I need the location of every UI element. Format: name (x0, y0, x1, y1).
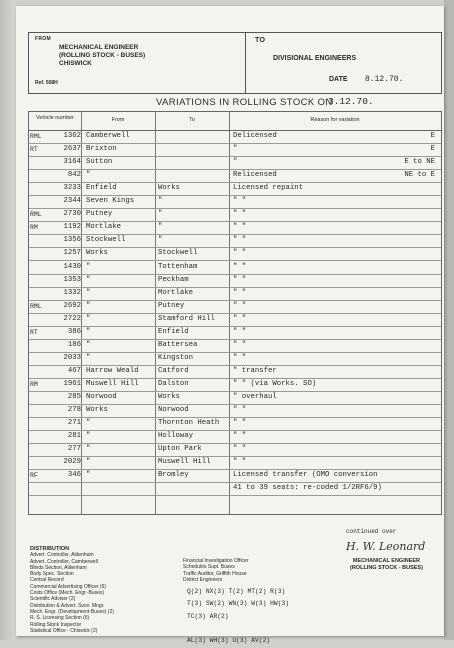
from-cell: " (86, 288, 91, 297)
to-cell: Works (158, 393, 180, 401)
variations-table (28, 111, 442, 515)
reason-cell: Licensed repaint (233, 184, 304, 193)
header-to: To (189, 117, 195, 123)
distribution-item: District Engineers (183, 576, 223, 583)
reason-cell: 41 to 39 seats: re-coded 1/2RF6/9) (233, 484, 382, 493)
distribution-item: Financial Investigation Officer (183, 558, 249, 564)
vehicle-number: 3233 (63, 184, 81, 193)
reason-cell: " " (233, 314, 247, 323)
from-cell: " (86, 262, 91, 271)
reason-cell: " " (233, 353, 247, 362)
vehicle-number: 386 (67, 327, 81, 336)
document-page (16, 6, 444, 645)
signature-line: MECHANICAL ENGINEER (352, 558, 421, 564)
reason-cell: " " (233, 249, 247, 258)
distribution-item: Blinds Section, Aldenham (30, 564, 87, 571)
to-cell: " (158, 197, 163, 206)
code-line: T(3) SW(2) WN(3) W(3) HW(3) (187, 600, 290, 608)
to-label: TO (255, 37, 266, 44)
reference-number: Ref. 508H (35, 80, 58, 86)
vehicle-number: 1332 (63, 288, 81, 297)
from-cell: " (86, 314, 91, 323)
table-row (29, 430, 441, 444)
reason-cell: " " (233, 432, 247, 441)
vehicle-prefix: RML (30, 211, 42, 219)
distribution-item: Body Spec. Section (30, 571, 74, 578)
to-cell: Battersea (158, 340, 198, 349)
vehicle-prefix: RML (30, 302, 42, 310)
binding-edge (0, 0, 16, 640)
table-row (29, 143, 441, 157)
table-row (29, 339, 441, 353)
table-row (29, 352, 441, 366)
from-line: (ROLLING STOCK - BUSES) (59, 52, 146, 59)
table-row (29, 182, 441, 196)
garage-codes (187, 586, 289, 648)
reason-cell: " (233, 158, 238, 167)
reason-cell: " overhaul (233, 393, 277, 401)
from-cell: Norwood (86, 393, 117, 401)
table-row (29, 169, 441, 183)
distribution-item: Statistical Office - Chiswick (2) (30, 627, 98, 634)
distribution-item: Mech. Engr. (Development-Buses) (2) (30, 608, 114, 615)
vehicle-prefix: RT (30, 328, 38, 336)
to-cell: " (158, 223, 163, 232)
table-row (29, 234, 441, 248)
route-note: E (430, 132, 435, 140)
distribution-item: Costs Office (Mech. Engr.-Buses) (30, 590, 105, 597)
header-vehicle: Vehicle number (36, 115, 74, 121)
reason-cell: " transfer (233, 366, 277, 375)
to-cell: Enfield (158, 327, 189, 336)
route-note: NE to E (404, 171, 435, 180)
from-cell: Works (86, 406, 108, 415)
vehicle-number: 1362 (63, 132, 81, 140)
reason-cell: " " (via Works. SO) (233, 379, 317, 388)
to-cell: Thornton Heath (158, 419, 220, 428)
route-note: E (430, 145, 435, 154)
reason-cell: " " (233, 406, 247, 415)
vehicle-number: 1961 (63, 379, 81, 388)
to-cell: Peckham (158, 275, 189, 284)
from-cell: Brixton (86, 145, 117, 154)
code-line (187, 623, 289, 635)
to-cell: Catford (158, 366, 189, 375)
to-cell: Putney (158, 301, 185, 310)
table-row (29, 482, 441, 496)
route-note: E to NE (404, 158, 435, 167)
vehicle-number: 2692 (63, 301, 81, 310)
reason-cell: Delicensed (233, 132, 277, 140)
vehicle-prefix: RM (30, 380, 38, 388)
from-line: CHISWICK (59, 60, 92, 67)
table-row (29, 326, 441, 340)
vehicle-number: 2730 (63, 210, 81, 219)
code-line: TC(3) AR(2) (187, 612, 229, 620)
from-cell: Camberwell (86, 132, 130, 140)
vehicle-prefix: RML (30, 133, 42, 140)
from-cell: Sutton (86, 158, 113, 167)
reason-cell: " " (233, 419, 247, 428)
distribution-item: Rolling Stock Inspector (30, 621, 82, 628)
signature-line: (ROLLING STOCK - BUSES) (350, 565, 423, 571)
to-text: DIVISIONAL ENGINEERS (273, 55, 357, 62)
from-cell: Putney (86, 210, 113, 219)
vehicle-number: 285 (67, 393, 81, 401)
page-edge (444, 0, 454, 640)
code-line: AL(3) WH(3) U(3) AV(2) (187, 637, 271, 645)
header-box (28, 32, 442, 94)
from-cell: Works (86, 249, 108, 258)
to-cell: Norwood (158, 406, 189, 415)
from-cell: Mortlake (86, 223, 122, 232)
vehicle-number: 1257 (63, 249, 81, 258)
distribution-list (30, 546, 180, 634)
table-row (29, 156, 441, 170)
to-cell: Upton Park (158, 445, 202, 454)
table-row (29, 221, 441, 235)
from-cell: Harrow Weald (86, 366, 139, 375)
vehicle-number: 1353 (63, 275, 81, 284)
to-cell: Stockwell (158, 249, 198, 258)
reason-cell: " " (233, 262, 247, 271)
date-label: DATE (329, 76, 348, 83)
from-cell: " (86, 445, 91, 454)
to-cell: Bromley (158, 471, 189, 480)
from-cell: Stockwell (86, 236, 126, 245)
table-row (29, 208, 441, 222)
table-header (29, 112, 441, 131)
distribution-item: Advert. Controller, Aldenham (30, 552, 94, 559)
reason-cell: " " (233, 210, 247, 219)
date-value: 8.12.70. (365, 75, 404, 84)
vehicle-number: 3164 (63, 158, 81, 167)
vehicle-number: 277 (67, 445, 81, 454)
vehicle-prefix: RT (30, 146, 38, 154)
vehicle-number: 278 (67, 406, 81, 415)
table-row (29, 417, 441, 431)
vehicle-number: 2033 (63, 353, 81, 362)
from-cell: " (86, 301, 91, 310)
vehicle-number: 281 (67, 432, 81, 441)
signature-title (350, 558, 423, 572)
vehicle-number: 1430 (63, 262, 81, 271)
from-line: MECHANICAL ENGINEER (59, 44, 139, 51)
header-reason: Reason for variation (310, 117, 360, 123)
vehicle-number: 2637 (63, 145, 81, 154)
from-section (29, 33, 246, 93)
from-cell: " (86, 432, 91, 441)
from-cell: " (86, 327, 91, 336)
from-cell: " (86, 275, 91, 284)
from-cell: " (86, 471, 91, 480)
reason-cell: " " (233, 445, 247, 454)
distribution-item: Commercial Advertising Officer (6) (30, 583, 107, 590)
table-row (29, 274, 441, 288)
distribution-item: Distribution & Advert. Svce. Mngr. (30, 602, 105, 609)
table-row (29, 300, 441, 314)
to-cell: Dalston (158, 379, 189, 388)
from-cell: Seven Kings (86, 197, 135, 206)
to-cell: Stamford Hill (158, 314, 215, 323)
from-label: FROM (35, 36, 51, 42)
vehicle-number: 271 (67, 419, 81, 428)
table-row (29, 469, 441, 483)
table-row (29, 456, 441, 470)
from-cell: Muswell Hill (86, 379, 139, 388)
vehicle-number: 1356 (63, 236, 81, 245)
distribution-left (30, 552, 180, 634)
from-cell: " (86, 419, 91, 428)
table-row (29, 404, 441, 418)
vehicle-number: 842 (67, 171, 81, 180)
distribution-item: Scientific Adviser (2) (30, 596, 76, 603)
reason-cell: " " (233, 223, 247, 232)
from-cell: " (86, 171, 91, 180)
reason-cell: " " (233, 288, 247, 297)
title-date: 3.12.70. (328, 96, 374, 107)
from-cell: Enfield (86, 184, 117, 193)
table-row (29, 443, 441, 457)
distribution-item: R. S. Licensing Section (6) (30, 615, 90, 622)
vehicle-prefix: RF (30, 472, 38, 480)
reason-cell: " (233, 145, 238, 154)
page-title: VARIATIONS IN ROLLING STOCK ON (156, 97, 333, 108)
signature: H. W. Leonard (346, 540, 426, 553)
table-row (29, 378, 441, 392)
from-cell: " (86, 458, 91, 467)
reason-cell: " " (233, 340, 247, 349)
vehicle-number: 2029 (63, 458, 81, 467)
to-cell: Muswell Hill (158, 458, 211, 467)
reason-cell: " " (233, 301, 247, 310)
distribution-right (183, 558, 333, 583)
to-cell: Holloway (158, 432, 194, 441)
table-row (29, 391, 441, 405)
from-cell: " (86, 353, 91, 362)
vehicle-number: 2722 (63, 314, 81, 323)
to-cell: " (158, 236, 163, 245)
vehicle-number: 1192 (63, 223, 81, 232)
to-cell: Kingston (158, 353, 194, 362)
reason-cell: Licensed transfer (OMO conversion (233, 471, 378, 480)
to-cell: " (158, 210, 163, 219)
reason-cell: Relicensed (233, 171, 277, 180)
to-cell: Mortlake (158, 288, 194, 297)
distribution-item: Central Record (30, 577, 64, 584)
header-from: From (111, 117, 125, 123)
to-cell: Works (158, 184, 180, 193)
vehicle-number: 467 (67, 366, 81, 375)
vehicle-number: 2344 (63, 197, 81, 206)
table-row (29, 261, 441, 275)
reason-cell: " " (233, 236, 247, 245)
distribution-item: Advert. Controller, Camberwell (30, 558, 98, 565)
table-row (29, 365, 441, 379)
reason-cell: " " (233, 275, 247, 284)
from-text (59, 44, 239, 68)
vehicle-number: 346 (67, 471, 81, 480)
continued-note: continued over (346, 528, 397, 535)
distribution-heading: DISTRIBUTION (30, 546, 70, 552)
code-line: Q(2) NX(3) T(2) MT(2) R(3) (187, 588, 286, 595)
reason-cell: " " (233, 458, 247, 467)
reason-cell: " " (233, 197, 247, 206)
to-cell: Tottenham (158, 262, 198, 271)
table-row (29, 130, 441, 144)
table-row (29, 195, 441, 209)
table-row (29, 247, 441, 261)
table-row (29, 287, 441, 301)
from-cell: " (86, 340, 91, 349)
reason-cell: " " (233, 327, 247, 336)
distribution-item: Schedules Supt. Buses (183, 564, 235, 571)
distribution-item: Traffic Auditor, Griffith House (183, 570, 247, 577)
table-row (29, 313, 441, 327)
vehicle-number: 186 (67, 340, 81, 349)
vehicle-prefix: RM (30, 224, 38, 232)
